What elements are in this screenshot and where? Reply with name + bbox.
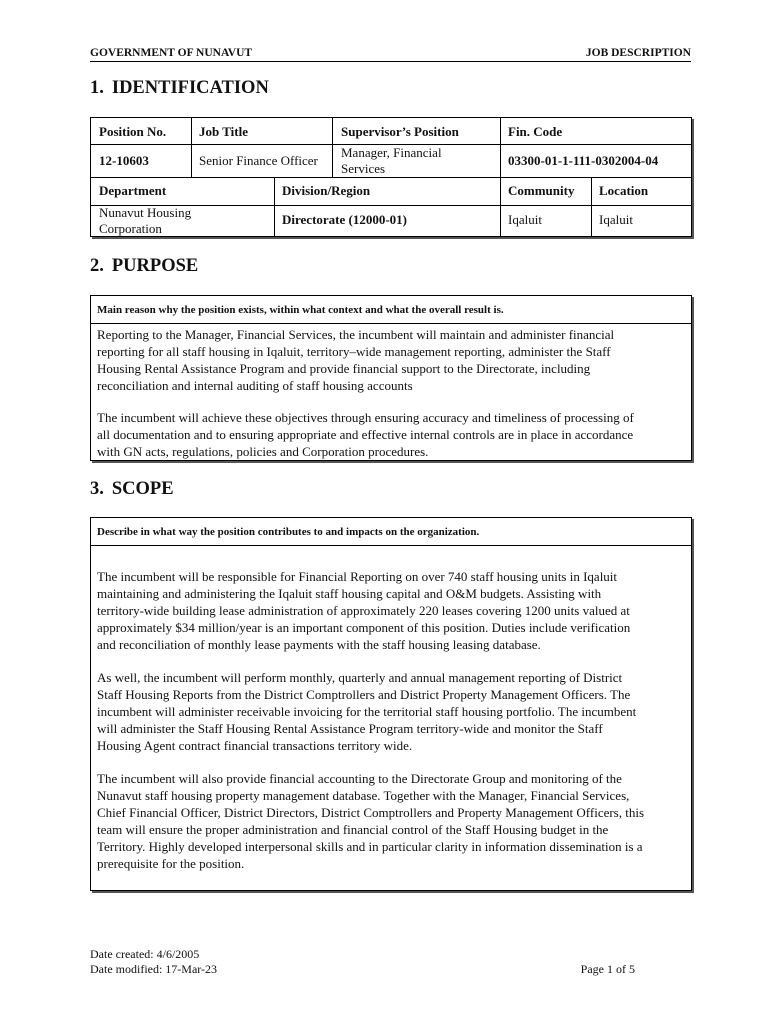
- label-position-no: Position No.: [99, 124, 167, 139]
- label-division: Division/Region: [282, 183, 371, 198]
- value-division: Directorate (12000-01): [282, 212, 408, 227]
- header-org: GOVERNMENT OF NUNAVUT: [90, 47, 253, 59]
- footer-date-created: Date created: 4/6/2005: [90, 947, 200, 961]
- label-community: Community: [508, 183, 575, 198]
- header-doc-type: JOB DESCRIPTION: [585, 47, 691, 59]
- value-community: Iqaluit: [508, 212, 542, 227]
- value-supervisor: Manager, Financial Services: [341, 145, 442, 176]
- scope-paragraph-1: The incumbent will be responsible for Financial Reporting on over 740 staff housing units in Iqaluit maintaining and administering the Iqaluit staff housing capital and O&M budgets. Assisting with territory-wide building lease administration of approximately 220 leases covering 1200 units valued at approximately $34 million/year is an important component of this position. Duties include verification and reconciliation of monthly lease payments with the staff housing leasing database.: [97, 569, 631, 652]
- label-supervisor: Supervisor’s Position: [341, 124, 459, 139]
- scope-paragraph-3: The incumbent will also provide financial accounting to the Directorate Group and monitoring of the Nunavut staff housing property management database. Together with the Manager, Financial Services, Chief Financial Officer, District Directors, District Comptrollers and Property Management Officers, this team will ensure the proper administration and financial control of the Staff Housing budget in the Territory. Highly developed interpersonal skills and in particular clarity in information dissemination is a prerequisite for the position.: [97, 771, 645, 871]
- footer-page-number: Page 1 of 5: [580, 962, 635, 976]
- purpose-paragraph-1: Reporting to the Manager, Financial Services, the incumbent will maintain and administer financial reporting for all staff housing in Iqaluit, territory–wide management reporting, administer the Staff Housing Rental Assistance Program and provide financial support to the Directorate, including reconciliation and internal auditing of staff housing accounts: [97, 327, 615, 393]
- label-job-title: Job Title: [199, 124, 249, 139]
- label-location: Location: [599, 183, 649, 198]
- purpose-box: [90, 295, 692, 461]
- value-location: Iqaluit: [599, 212, 633, 227]
- scope-paragraph-2: As well, the incumbent will perform monthly, quarterly and annual management reporting of District Staff Housing Reports from the District Comptrollers and District Property Management Officers. The incumbent will administer receivable invoicing for the territorial staff housing portfolio. The incumbent will administer the Staff Housing Rental Assistance Program territory-wide and monitor the Staff Housing Agent contract financial transactions territory wide.: [97, 670, 637, 753]
- purpose-paragraph-2: The incumbent will achieve these objectives through ensuring accuracy and timeliness of processing of all documentation and to ensuring appropriate and effective internal controls are in place in accordance with GN acts, regulations, policies and Corporation procedures.: [97, 410, 634, 459]
- section-heading-purpose: 2. PURPOSE: [90, 256, 199, 276]
- footer-date-modified: Date modified: 17-Mar-23: [90, 962, 218, 976]
- identification-table: [90, 117, 692, 237]
- value-fin-code: 03300-01-1-111-0302004-04: [508, 153, 659, 168]
- value-job-title: Senior Finance Officer: [199, 153, 318, 168]
- value-department: Nunavut Housing Corporation: [99, 205, 192, 236]
- page-header: [90, 47, 691, 62]
- label-fin-code: Fin. Code: [508, 124, 563, 139]
- section-heading-scope: 3. SCOPE: [90, 479, 174, 499]
- scope-box: [90, 517, 692, 891]
- footer-dates: [90, 947, 217, 977]
- scope-instruction: Describe in what way the position contributes to and impacts on the organization.: [91, 518, 691, 546]
- section-heading-identification: 1. IDENTIFICATION: [90, 78, 269, 98]
- label-department: Department: [99, 183, 167, 198]
- purpose-instruction: Main reason why the position exists, within what context and what the overall result is.: [91, 296, 691, 324]
- value-position-no: 12-10603: [99, 153, 149, 168]
